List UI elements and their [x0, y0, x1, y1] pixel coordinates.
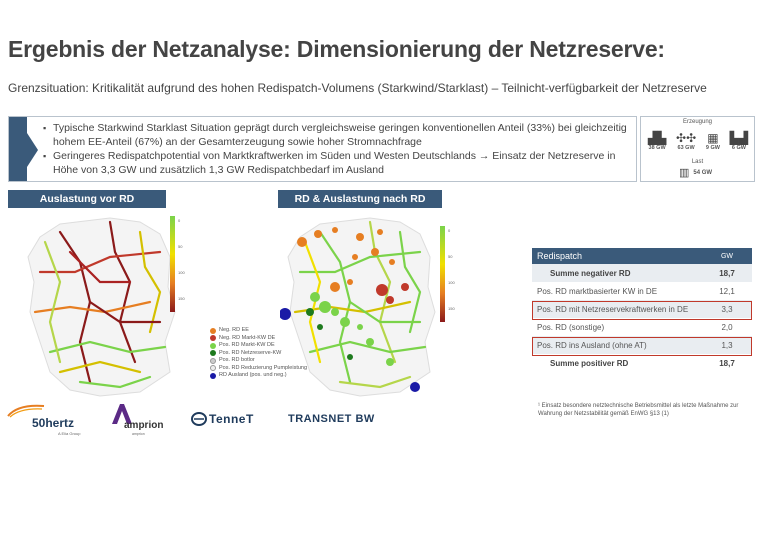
- table-row: [532, 282, 752, 300]
- scale-tick: 50: [448, 254, 453, 259]
- generation-value: 38 GW: [648, 145, 666, 151]
- row-label: Summe negativer RD: [532, 264, 702, 282]
- legend-item: [210, 342, 307, 350]
- legend-item: [210, 357, 307, 365]
- scale-tick: 0: [448, 228, 451, 233]
- load-item: [679, 166, 712, 180]
- legend-label: Pos. RD Reduzierung Pumpleistung: [219, 364, 308, 371]
- color-scale: [170, 216, 175, 312]
- logo-transnet: TRANSNET BW: [288, 413, 375, 425]
- row-label: Pos. RD marktbasierter KW in DE: [537, 286, 658, 296]
- summary-bullet: ▪ Geringeres Redispatchpotential von Marktkraftwerken im Süden und Westen Deutschlands → Einsatz der Netzreserve in Höhe von 3,3 GW und zusätzlich 1,3 GW Redispatchbedarf im Ausland: [43, 149, 633, 177]
- legend-dot-icon: [210, 350, 216, 356]
- legend-label: RD Ausland (pos. und neg.): [219, 372, 287, 378]
- legend-label: Neg. RD EE: [219, 327, 249, 333]
- scale-tick: 0: [178, 218, 181, 223]
- legend-item: [210, 327, 307, 335]
- summary-bar: [9, 117, 27, 181]
- summary-list: [43, 121, 633, 177]
- legend-dot-icon: [210, 373, 216, 379]
- summary-box: [8, 116, 637, 182]
- generation-value: 63 GW: [677, 145, 695, 151]
- row-value: 18,7: [702, 264, 752, 282]
- row-label: Summe positiver RD: [550, 358, 629, 368]
- scale-tick: 150: [448, 306, 455, 311]
- scale-tick: 50: [178, 244, 183, 249]
- legend-label: Pos. RD Netzreserve-KW: [219, 349, 282, 356]
- legend-item: [210, 372, 307, 380]
- legend-label: Pos. RD botlor: [219, 357, 255, 363]
- generation-row: [643, 131, 753, 151]
- page-title: Ergebnis der Netzanalyse: Dimensionierung der Netzreserve:: [8, 36, 665, 62]
- row-value: 12,1: [719, 286, 735, 296]
- city-icon: ▥: [679, 167, 690, 179]
- summary-arrow-icon: [27, 133, 38, 167]
- factory-icon: ▙▟: [729, 131, 749, 145]
- logo-subtext: A Elia Group: [58, 431, 81, 436]
- generation-item: [648, 131, 666, 151]
- load-label: Last: [691, 159, 704, 165]
- map-after-rd: [280, 212, 470, 402]
- map-left-title: Auslastung vor RD: [8, 190, 166, 208]
- legend-item: [210, 335, 307, 343]
- row-label: Pos. RD mit Netzreservekraftwerken in DE: [532, 300, 702, 318]
- legend-label: Pos. RD Markt-KW DE: [219, 342, 275, 348]
- logo-text: TenneT: [209, 412, 254, 426]
- logo-text: amprion: [124, 420, 164, 431]
- legend-item: [210, 365, 307, 373]
- generation-value: 6 GW: [731, 145, 746, 151]
- row-value: 18,7: [719, 358, 735, 368]
- row-label: Pos. RD (sonstige): [537, 322, 605, 332]
- legend-dot-icon: [210, 335, 216, 341]
- map-legend: [210, 327, 307, 380]
- scale-tick: 100: [448, 280, 455, 285]
- legend-label: Neg. RD Markt-KW DE: [219, 334, 276, 341]
- scale-tick: 150: [178, 296, 185, 301]
- footnote: ¹ Einsatz besondere netztechnische Betriebsmittel als letzte Maßnahme zur Wahrung der Netzstabilität gemäß EnWG §13 (1): [538, 403, 739, 417]
- row-label: Pos. RD ins Ausland (ohne AT): [532, 336, 702, 354]
- generation-item: [706, 131, 720, 151]
- generation-item: [676, 131, 696, 151]
- generation-label: Erzeugung: [682, 119, 713, 125]
- legend-dot-icon: [210, 358, 216, 364]
- generation-item: [730, 131, 748, 151]
- solar-icon: ▦: [707, 131, 719, 145]
- table-row: [532, 354, 752, 372]
- logo-bar: [6, 400, 386, 440]
- summary-bullet: ▪ Typische Starkwind Starklast Situation geprägt durch vergleichsweise geringen konventionellen Anteil (33%) bei gleichzeitig hohem EE-Anteil (67%) an der Gesamterzeugung sowie hoher Stromnachfrage: [43, 121, 633, 149]
- map-before-rd: [20, 212, 210, 402]
- row-value: 1,3: [702, 336, 752, 354]
- highlight-ausland: [532, 337, 752, 356]
- wind-turbine-icon: ✣✣: [676, 131, 697, 145]
- color-scale: [440, 226, 445, 322]
- power-plant-icon: ▟▙: [647, 131, 667, 145]
- legend-dot-icon: [210, 365, 216, 371]
- row-value: 2,0: [721, 322, 733, 332]
- page-subtitle: Grenzsituation: Kritikalität aufgrund des hohen Redispatch-Volumens (Starkwind/Starklast) – Teilnicht-verfügbarkeit der Netzreserve: [8, 81, 707, 95]
- load-value: 54 GW: [693, 170, 713, 176]
- logo-subtext: amprion: [132, 432, 145, 436]
- redispatch-unit: GW: [702, 248, 752, 264]
- legend-item: [210, 350, 307, 358]
- redispatch-table: [532, 248, 752, 372]
- tennet-mark-icon: [191, 412, 207, 426]
- redispatch-header: Redispatch: [532, 248, 702, 264]
- row-value: 3,3: [702, 300, 752, 318]
- table-row: [532, 318, 752, 336]
- legend-dot-icon: [210, 328, 216, 334]
- map-right-title: RD & Auslastung nach RD: [278, 190, 442, 208]
- legend-dot-icon: [210, 343, 216, 349]
- generation-value: 9 GW: [705, 145, 720, 151]
- table-row: [532, 264, 752, 282]
- logo-text: 50hertz: [32, 416, 75, 430]
- highlight-netzreserve: [532, 301, 752, 320]
- scale-tick: 100: [178, 270, 185, 275]
- generation-panel: [640, 116, 755, 182]
